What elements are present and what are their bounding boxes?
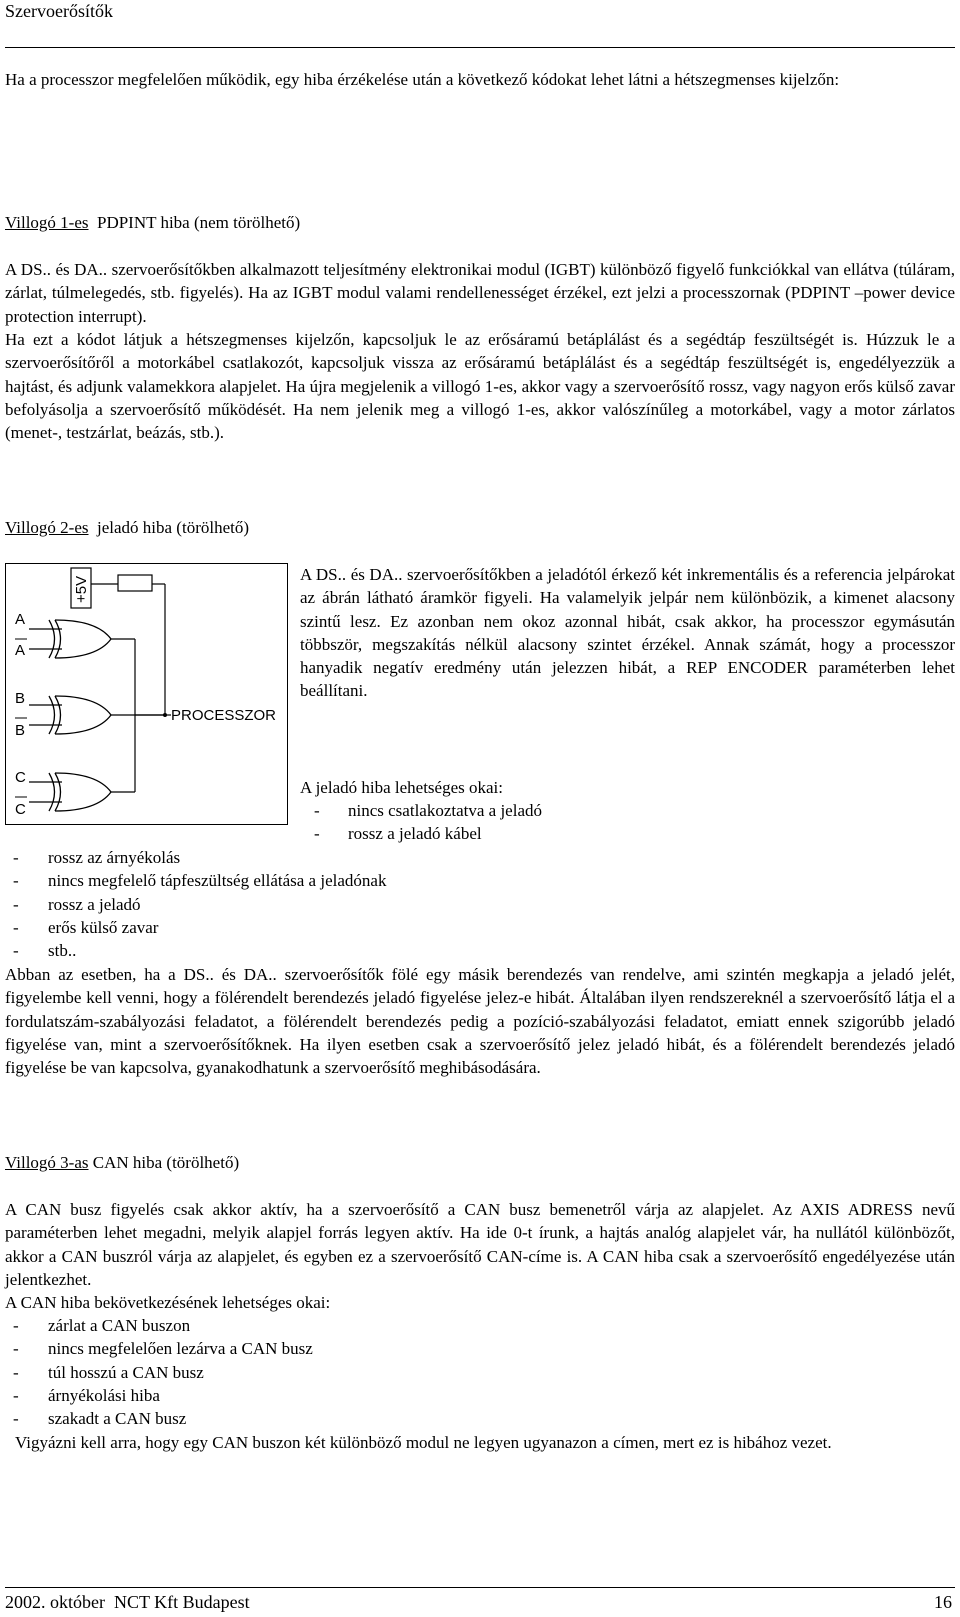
list-item: - rossz a jeladó kábel: [314, 824, 482, 844]
list-item: - árnyékolási hiba: [13, 1385, 160, 1405]
label-c-inverted: C: [15, 801, 26, 818]
list-item: - túl hosszú a CAN busz: [13, 1362, 204, 1382]
section2-causes-list-right: [300, 799, 955, 846]
section3-heading: [5, 1151, 955, 1174]
section3-paragraph-2: Vigyázni kell arra, hogy egy CAN buszon két különböző modul ne legyen ugyanazon a címen, mert ez is hibához vezet.: [15, 1433, 832, 1452]
diagram-frame: [6, 564, 288, 825]
label-c: C: [15, 769, 26, 786]
encoder-monitor-circuit-diagram: [5, 563, 288, 825]
xor-gate-c: [29, 773, 111, 811]
label-a-inverted: A: [15, 642, 26, 659]
label-b: B: [15, 690, 26, 707]
list-item: - nincs megfelelően lezárva a CAN busz: [13, 1339, 313, 1359]
xor-gate-b: [29, 696, 111, 734]
list-item: - rossz az árnyékolás: [13, 848, 181, 867]
section2-title: jeladó hiba (törölhető): [88, 518, 250, 537]
list-item: - erős külső zavar: [13, 917, 159, 937]
section1-paragraph-1: A DS.. és DA.. szervoerősítőkben alkalmazott teljesítmény elektronikai modul (IGBT) különböző figyelő funkciókkal van ellátva (túláram, zárlat, túlmelegedés, stb. figyelés). Ha az IGBT modul valami rendellenességet érzékel, ezt jelzi a processzornak (PDPINT –power device protection interrupt).: [5, 260, 955, 326]
processor-label: PROCESSZOR: [171, 707, 277, 724]
supply-label: +5V: [73, 575, 90, 603]
section2-causes-list-left: [5, 846, 955, 962]
footer-publisher: 2002. október NCT Kft Budapest: [5, 1592, 250, 1612]
section2-paragraph-2: Abban az esetben, ha a DS.. és DA.. szervoerősítők fölé egy másik berendezés van rendelve, ami szintén megkapja a jeladó jelét, figyelembe kell venni, hogy a fölérendelt berendezés jeladó figyelése jelez-e hibát. Általában ilyen rendszereknél a szervoerősítő látja el a fordulatszám-szabályozási feladatot, a fölérendelt berendezés pedig a pozíció-szabályozási feladatot, emiatt ennek szigorúbb jeladó figyelése van, mint a szervoerősítőknek. Ha ilyen esetben csak a szervoerősítő jelez jeladó hibát, és a fölérendelt berendezés jeladó figyelése be van kapcsolva, gyanakodhatunk a szervoerősítő meghibásodására.: [5, 965, 955, 1078]
section1-heading: [5, 211, 955, 234]
section2-heading: [5, 516, 955, 539]
section1-code: Villogó 1-es: [5, 213, 89, 232]
header-rule: [5, 47, 955, 48]
section3-causes-list: [5, 1314, 955, 1430]
list-item: - nincs csatlakoztatva a jeladó: [314, 801, 542, 820]
page-number: 16: [934, 1592, 952, 1612]
section3-code: Villogó 3-as: [5, 1153, 89, 1172]
section1-title: PDPINT hiba (nem törölhető): [88, 213, 301, 232]
section2-causes-heading: A jeladó hiba lehetséges okai:: [300, 778, 503, 797]
list-item: - rossz a jeladó: [13, 894, 141, 914]
label-b-inverted: B: [15, 722, 26, 739]
list-item: - nincs megfelelő tápfeszültség ellátása a jeladónak: [13, 871, 387, 891]
footer-rule: [5, 1587, 955, 1588]
section2-paragraph-1: A DS.. és DA.. szervoerősítőkben a jeladótól érkező két inkrementális és a referencia jelpárokat az ábrán látható áramkör figyeli. Ha valamelyik jelpár nem különbözik, a kimenet alacsony szintű lesz. Ez azonban nem okoz azonnal hibát, csak akkor, ha processzor egymásután többször, megszakítás nélkül alacsony szintet érzékel. Annak számát, hogy a processzor hanyadik negatív eredmény után jelezzen hibát, a REP ENCODER paraméterben lehet beállítani.: [300, 565, 955, 701]
pullup-resistor: [118, 575, 152, 591]
gate-output-wiring: [111, 639, 171, 792]
section2-code: Villogó 2-es: [5, 518, 89, 537]
section3-title: CAN hiba (törölhető): [88, 1153, 240, 1172]
list-item: - stb..: [13, 941, 77, 961]
list-item: - zárlat a CAN buszon: [13, 1316, 191, 1335]
section3-causes-heading: A CAN hiba bekövetkezésének lehetséges okai:: [5, 1293, 331, 1312]
section1-paragraph-2: Ha ezt a kódot látjuk a hétszegmenses kijelzőn, kapcsoljuk le az erősáramú betáplálást és a segédtáp feszültségét is. Húzzuk le a szervoerősítőről a motorkábel csatlakozót, kapcsoljuk vissza az erősáramú betáplálást és a segédtáp feszültségét is, engedélyezzük a hajtást, és adjunk valamekkora alapjelet. Ha újra megjelenik a villogó 1-es, akkor vagy a szervoerősítő rossz, vagy nagyon erős külső zavar befolyásolja a szervoerősítő működését. Ha nem jelenik meg a villogó 1-es, akkor valószínűleg a motorkábel, vagy a motor zárlatos (menet-, testzárlat, beázás, stb.).: [5, 330, 955, 443]
running-header: Szervoerősítők: [5, 1, 113, 21]
intro-paragraph: Ha a processzor megfelelően működik, egy hiba érzékelése után a következő kódokat lehet látni a hétszegmenses kijelzőn:: [5, 70, 840, 89]
label-a: A: [15, 611, 26, 628]
xor-gate-a: [29, 620, 111, 658]
section3-paragraph-1: A CAN busz figyelés csak akkor aktív, ha a szervoerősítő a CAN busz bemenetről várja az alapjelet. Az AXIS ADRESS nevű paraméterben lehet megadni, melyik alapjel forrás legyen aktív. Ha ide 0-t írunk, a hajtás analóg alapjelet vár, ha nullától különbözőt, akkor a CAN buszról várja az alapjelet, és egyben ez a szervoerősítő CAN-címe is. A CAN hiba csak a szervoerősítő engedélyezése után jelentkezhet.: [5, 1200, 955, 1289]
list-item: - szakadt a CAN busz: [13, 1409, 187, 1429]
